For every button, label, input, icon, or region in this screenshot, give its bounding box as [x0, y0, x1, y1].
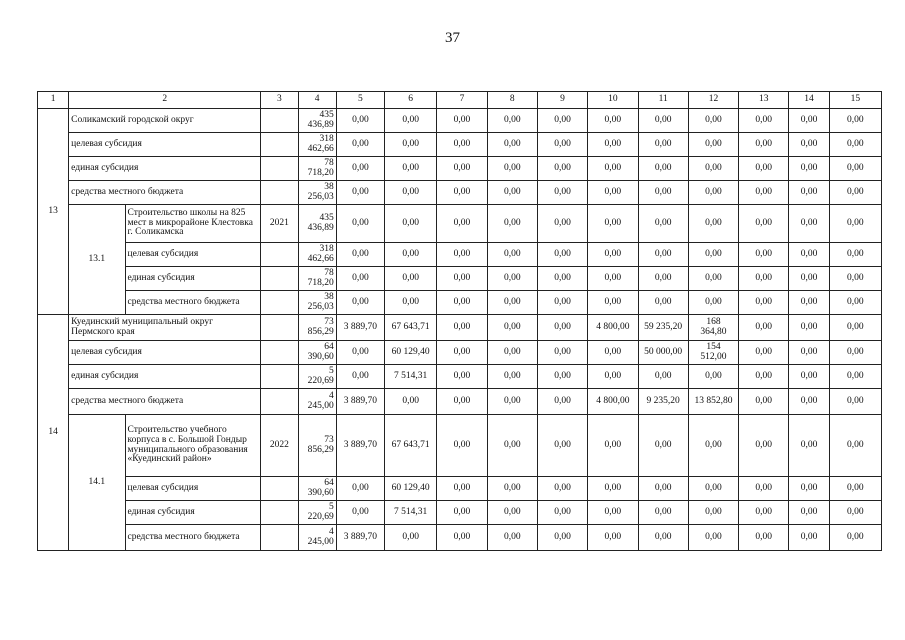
- value-cell: 0,00: [789, 501, 829, 525]
- value-cell: 0,00: [588, 157, 638, 181]
- year-cell: [261, 267, 298, 291]
- value-cell: 0,00: [829, 341, 881, 365]
- value-cell: 3 889,70: [336, 315, 384, 341]
- value-cell: 0,00: [829, 181, 881, 205]
- value-cell: 0,00: [829, 157, 881, 181]
- total-cell: 78 718,20: [298, 157, 336, 181]
- budget-table: [37, 91, 882, 551]
- value-cell: 0,00: [829, 291, 881, 315]
- value-cell: 0,00: [336, 133, 384, 157]
- value-cell: 0,00: [487, 157, 537, 181]
- value-cell: 0,00: [638, 477, 688, 501]
- value-cell: 0,00: [829, 267, 881, 291]
- value-cell: 0,00: [437, 267, 487, 291]
- value-cell: 0,00: [385, 243, 437, 267]
- value-cell: 0,00: [588, 501, 638, 525]
- row-name: средства местного бюджета: [69, 181, 261, 205]
- value-cell: 0,00: [588, 133, 638, 157]
- year-cell: [261, 157, 298, 181]
- row-name: единая субсидия: [125, 267, 261, 291]
- table-row: [38, 365, 882, 389]
- value-cell: 0,00: [829, 133, 881, 157]
- table-row: [38, 525, 882, 551]
- value-cell: 0,00: [487, 415, 537, 477]
- year-cell: [261, 525, 298, 551]
- value-cell: 0,00: [385, 291, 437, 315]
- value-cell: 154 512,00: [688, 341, 738, 365]
- total-cell: 64 390,60: [298, 341, 336, 365]
- value-cell: 0,00: [688, 365, 738, 389]
- table-row: [38, 267, 882, 291]
- value-cell: 0,00: [739, 291, 789, 315]
- row-name: целевая субсидия: [125, 477, 261, 501]
- value-cell: 0,00: [537, 365, 587, 389]
- value-cell: 67 643,71: [385, 315, 437, 341]
- row-name: Строительство учебного корпуса в с. Большой Гондыр муниципального образования «Куединский район»: [125, 415, 261, 477]
- value-cell: 0,00: [588, 205, 638, 243]
- row-name: Куединский муниципальный округ Пермского края: [69, 315, 261, 341]
- value-cell: 0,00: [829, 389, 881, 415]
- value-cell: 0,00: [739, 133, 789, 157]
- value-cell: 9 235,20: [638, 389, 688, 415]
- value-cell: 4 800,00: [588, 315, 638, 341]
- value-cell: 0,00: [385, 525, 437, 551]
- value-cell: 0,00: [437, 315, 487, 341]
- value-cell: 3 889,70: [336, 389, 384, 415]
- total-cell: 78 718,20: [298, 267, 336, 291]
- total-cell: 318 462,66: [298, 243, 336, 267]
- year-cell: [261, 501, 298, 525]
- table-row: [38, 243, 882, 267]
- value-cell: 3 889,70: [336, 525, 384, 551]
- total-cell: 64 390,60: [298, 477, 336, 501]
- value-cell: 60 129,40: [385, 341, 437, 365]
- value-cell: 0,00: [789, 243, 829, 267]
- value-cell: 0,00: [437, 365, 487, 389]
- value-cell: 0,00: [437, 389, 487, 415]
- value-cell: 0,00: [437, 243, 487, 267]
- row-name: средства местного бюджета: [125, 291, 261, 315]
- value-cell: 0,00: [739, 157, 789, 181]
- value-cell: 0,00: [487, 181, 537, 205]
- value-cell: 0,00: [638, 291, 688, 315]
- year-cell: [261, 389, 298, 415]
- total-cell: 73 856,29: [298, 415, 336, 477]
- header-cell-10: 10: [588, 92, 638, 109]
- value-cell: 0,00: [336, 267, 384, 291]
- value-cell: 0,00: [487, 243, 537, 267]
- value-cell: 0,00: [336, 341, 384, 365]
- row-name: целевая субсидия: [69, 341, 261, 365]
- value-cell: 0,00: [437, 477, 487, 501]
- value-cell: 0,00: [688, 415, 738, 477]
- table-row: [38, 415, 882, 477]
- value-cell: 0,00: [789, 477, 829, 501]
- value-cell: 0,00: [487, 525, 537, 551]
- value-cell: 0,00: [739, 315, 789, 341]
- header-cell-1: 1: [38, 92, 69, 109]
- value-cell: 0,00: [537, 315, 587, 341]
- value-cell: 0,00: [688, 525, 738, 551]
- row-name: средства местного бюджета: [69, 389, 261, 415]
- row-name: Строительство школы на 825 мест в микрорайоне Клестовка г. Соликамска: [125, 205, 261, 243]
- value-cell: 0,00: [829, 415, 881, 477]
- table-row: [38, 109, 882, 133]
- value-cell: 0,00: [336, 205, 384, 243]
- value-cell: 0,00: [437, 525, 487, 551]
- header-cell-8: 8: [487, 92, 537, 109]
- value-cell: 0,00: [336, 109, 384, 133]
- value-cell: 0,00: [688, 291, 738, 315]
- value-cell: 0,00: [385, 109, 437, 133]
- header-cell-6: 6: [385, 92, 437, 109]
- value-cell: 7 514,31: [385, 501, 437, 525]
- value-cell: 0,00: [789, 133, 829, 157]
- value-cell: 0,00: [739, 181, 789, 205]
- value-cell: 4 800,00: [588, 389, 638, 415]
- value-cell: 0,00: [829, 315, 881, 341]
- header-cell-9: 9: [537, 92, 587, 109]
- table-row: [38, 341, 882, 365]
- total-cell: 4 245,00: [298, 525, 336, 551]
- value-cell: 0,00: [688, 477, 738, 501]
- value-cell: 0,00: [336, 365, 384, 389]
- header-cell-14: 14: [789, 92, 829, 109]
- value-cell: 0,00: [739, 243, 789, 267]
- value-cell: 0,00: [789, 267, 829, 291]
- total-cell: 38 256,03: [298, 291, 336, 315]
- row-name: единая субсидия: [125, 501, 261, 525]
- value-cell: 0,00: [537, 157, 587, 181]
- value-cell: 0,00: [638, 525, 688, 551]
- value-cell: 0,00: [789, 181, 829, 205]
- value-cell: 0,00: [739, 341, 789, 365]
- page-number: 37: [445, 30, 460, 46]
- value-cell: 0,00: [437, 133, 487, 157]
- value-cell: 0,00: [537, 291, 587, 315]
- table-row: [38, 205, 882, 243]
- value-cell: 0,00: [638, 243, 688, 267]
- row-name: целевая субсидия: [69, 133, 261, 157]
- value-cell: 0,00: [487, 267, 537, 291]
- value-cell: 0,00: [739, 415, 789, 477]
- value-cell: 0,00: [385, 181, 437, 205]
- value-cell: 0,00: [829, 525, 881, 551]
- value-cell: 0,00: [789, 341, 829, 365]
- value-cell: 0,00: [688, 133, 738, 157]
- value-cell: 0,00: [789, 205, 829, 243]
- value-cell: 0,00: [638, 267, 688, 291]
- header-cell-4: 4: [298, 92, 336, 109]
- value-cell: 0,00: [336, 181, 384, 205]
- total-cell: 38 256,03: [298, 181, 336, 205]
- value-cell: 0,00: [437, 501, 487, 525]
- value-cell: 0,00: [385, 205, 437, 243]
- value-cell: 0,00: [588, 181, 638, 205]
- table-row: [38, 315, 882, 341]
- total-cell: 318 462,66: [298, 133, 336, 157]
- value-cell: 0,00: [829, 109, 881, 133]
- value-cell: 0,00: [385, 133, 437, 157]
- value-cell: 0,00: [588, 243, 638, 267]
- year-cell: [261, 291, 298, 315]
- value-cell: 0,00: [739, 501, 789, 525]
- value-cell: 0,00: [537, 501, 587, 525]
- value-cell: 50 000,00: [638, 341, 688, 365]
- year-cell: [261, 477, 298, 501]
- value-cell: 59 235,20: [638, 315, 688, 341]
- subgroup-number: 13.1: [69, 205, 125, 315]
- header-cell-13: 13: [739, 92, 789, 109]
- value-cell: 0,00: [537, 133, 587, 157]
- value-cell: 0,00: [588, 267, 638, 291]
- value-cell: 0,00: [487, 315, 537, 341]
- value-cell: 0,00: [638, 157, 688, 181]
- value-cell: 0,00: [487, 501, 537, 525]
- row-name: целевая субсидия: [125, 243, 261, 267]
- subgroup-number: 14.1: [69, 415, 125, 551]
- table-row: [38, 389, 882, 415]
- value-cell: 0,00: [336, 157, 384, 181]
- value-cell: 3 889,70: [336, 415, 384, 477]
- value-cell: 0,00: [385, 157, 437, 181]
- value-cell: 0,00: [385, 389, 437, 415]
- row-name: единая субсидия: [69, 365, 261, 389]
- value-cell: 0,00: [537, 243, 587, 267]
- year-cell: 2022: [261, 415, 298, 477]
- table-row: [38, 477, 882, 501]
- value-cell: 0,00: [487, 205, 537, 243]
- value-cell: 0,00: [336, 243, 384, 267]
- value-cell: 0,00: [789, 315, 829, 341]
- year-cell: [261, 315, 298, 341]
- value-cell: 0,00: [739, 525, 789, 551]
- row-name: единая субсидия: [69, 157, 261, 181]
- value-cell: 0,00: [638, 365, 688, 389]
- row-name: средства местного бюджета: [125, 525, 261, 551]
- value-cell: 0,00: [789, 365, 829, 389]
- value-cell: 0,00: [688, 243, 738, 267]
- value-cell: 13 852,80: [688, 389, 738, 415]
- table-row: [38, 157, 882, 181]
- value-cell: 0,00: [789, 157, 829, 181]
- value-cell: 0,00: [739, 109, 789, 133]
- value-cell: 0,00: [437, 205, 487, 243]
- header-cell-2: 2: [69, 92, 261, 109]
- value-cell: 0,00: [638, 109, 688, 133]
- value-cell: 0,00: [739, 389, 789, 415]
- value-cell: 0,00: [487, 365, 537, 389]
- value-cell: 0,00: [638, 501, 688, 525]
- value-cell: 0,00: [537, 267, 587, 291]
- header-cell-15: 15: [829, 92, 881, 109]
- value-cell: 0,00: [487, 109, 537, 133]
- total-cell: 5 220,69: [298, 501, 336, 525]
- value-cell: 0,00: [588, 477, 638, 501]
- value-cell: 0,00: [487, 389, 537, 415]
- value-cell: 0,00: [537, 477, 587, 501]
- value-cell: 0,00: [739, 477, 789, 501]
- value-cell: 0,00: [638, 181, 688, 205]
- value-cell: 67 643,71: [385, 415, 437, 477]
- value-cell: 0,00: [688, 205, 738, 243]
- year-cell: [261, 109, 298, 133]
- value-cell: 0,00: [588, 109, 638, 133]
- value-cell: 0,00: [588, 415, 638, 477]
- value-cell: 0,00: [688, 267, 738, 291]
- value-cell: 0,00: [789, 525, 829, 551]
- total-cell: 73 856,29: [298, 315, 336, 341]
- value-cell: 0,00: [437, 341, 487, 365]
- value-cell: 168 364,80: [688, 315, 738, 341]
- value-cell: 0,00: [789, 291, 829, 315]
- value-cell: 0,00: [638, 205, 688, 243]
- header-cell-12: 12: [688, 92, 738, 109]
- value-cell: 0,00: [829, 501, 881, 525]
- table-row: [38, 291, 882, 315]
- row-name: Соликамский городской округ: [69, 109, 261, 133]
- value-cell: 0,00: [437, 291, 487, 315]
- value-cell: 0,00: [739, 365, 789, 389]
- value-cell: 0,00: [537, 341, 587, 365]
- value-cell: 0,00: [688, 157, 738, 181]
- value-cell: 0,00: [385, 267, 437, 291]
- value-cell: 0,00: [537, 415, 587, 477]
- value-cell: 0,00: [537, 205, 587, 243]
- value-cell: 0,00: [688, 109, 738, 133]
- year-cell: [261, 181, 298, 205]
- header-row: [38, 92, 882, 109]
- value-cell: 0,00: [537, 525, 587, 551]
- header-cell-3: 3: [261, 92, 298, 109]
- value-cell: 0,00: [588, 291, 638, 315]
- value-cell: 0,00: [588, 525, 638, 551]
- header-cell-7: 7: [437, 92, 487, 109]
- value-cell: 60 129,40: [385, 477, 437, 501]
- total-cell: 435 436,89: [298, 205, 336, 243]
- header-cell-5: 5: [336, 92, 384, 109]
- group-number: 13: [38, 109, 69, 315]
- value-cell: 0,00: [487, 133, 537, 157]
- value-cell: 0,00: [789, 109, 829, 133]
- value-cell: 0,00: [487, 291, 537, 315]
- value-cell: 0,00: [336, 291, 384, 315]
- value-cell: 0,00: [638, 133, 688, 157]
- year-cell: [261, 243, 298, 267]
- value-cell: 0,00: [336, 501, 384, 525]
- table-row: [38, 181, 882, 205]
- value-cell: 0,00: [829, 205, 881, 243]
- year-cell: [261, 365, 298, 389]
- total-cell: 4 245,00: [298, 389, 336, 415]
- header-cell-11: 11: [638, 92, 688, 109]
- value-cell: 0,00: [588, 365, 638, 389]
- value-cell: 0,00: [789, 389, 829, 415]
- table-row: [38, 133, 882, 157]
- group-number: 14: [38, 315, 69, 551]
- value-cell: 0,00: [537, 181, 587, 205]
- value-cell: 0,00: [437, 181, 487, 205]
- year-cell: [261, 133, 298, 157]
- value-cell: 0,00: [638, 415, 688, 477]
- value-cell: 0,00: [437, 415, 487, 477]
- value-cell: 0,00: [789, 415, 829, 477]
- total-cell: 435 436,89: [298, 109, 336, 133]
- total-cell: 5 220,69: [298, 365, 336, 389]
- value-cell: 0,00: [739, 205, 789, 243]
- value-cell: 7 514,31: [385, 365, 437, 389]
- value-cell: 0,00: [437, 109, 487, 133]
- year-cell: [261, 341, 298, 365]
- value-cell: 0,00: [537, 389, 587, 415]
- value-cell: 0,00: [487, 341, 537, 365]
- value-cell: 0,00: [487, 477, 537, 501]
- value-cell: 0,00: [588, 341, 638, 365]
- value-cell: 0,00: [829, 365, 881, 389]
- value-cell: 0,00: [739, 267, 789, 291]
- table-row: [38, 501, 882, 525]
- value-cell: 0,00: [437, 157, 487, 181]
- value-cell: 0,00: [829, 477, 881, 501]
- value-cell: 0,00: [829, 243, 881, 267]
- value-cell: 0,00: [537, 109, 587, 133]
- value-cell: 0,00: [688, 181, 738, 205]
- year-cell: 2021: [261, 205, 298, 243]
- value-cell: 0,00: [688, 501, 738, 525]
- value-cell: 0,00: [336, 477, 384, 501]
